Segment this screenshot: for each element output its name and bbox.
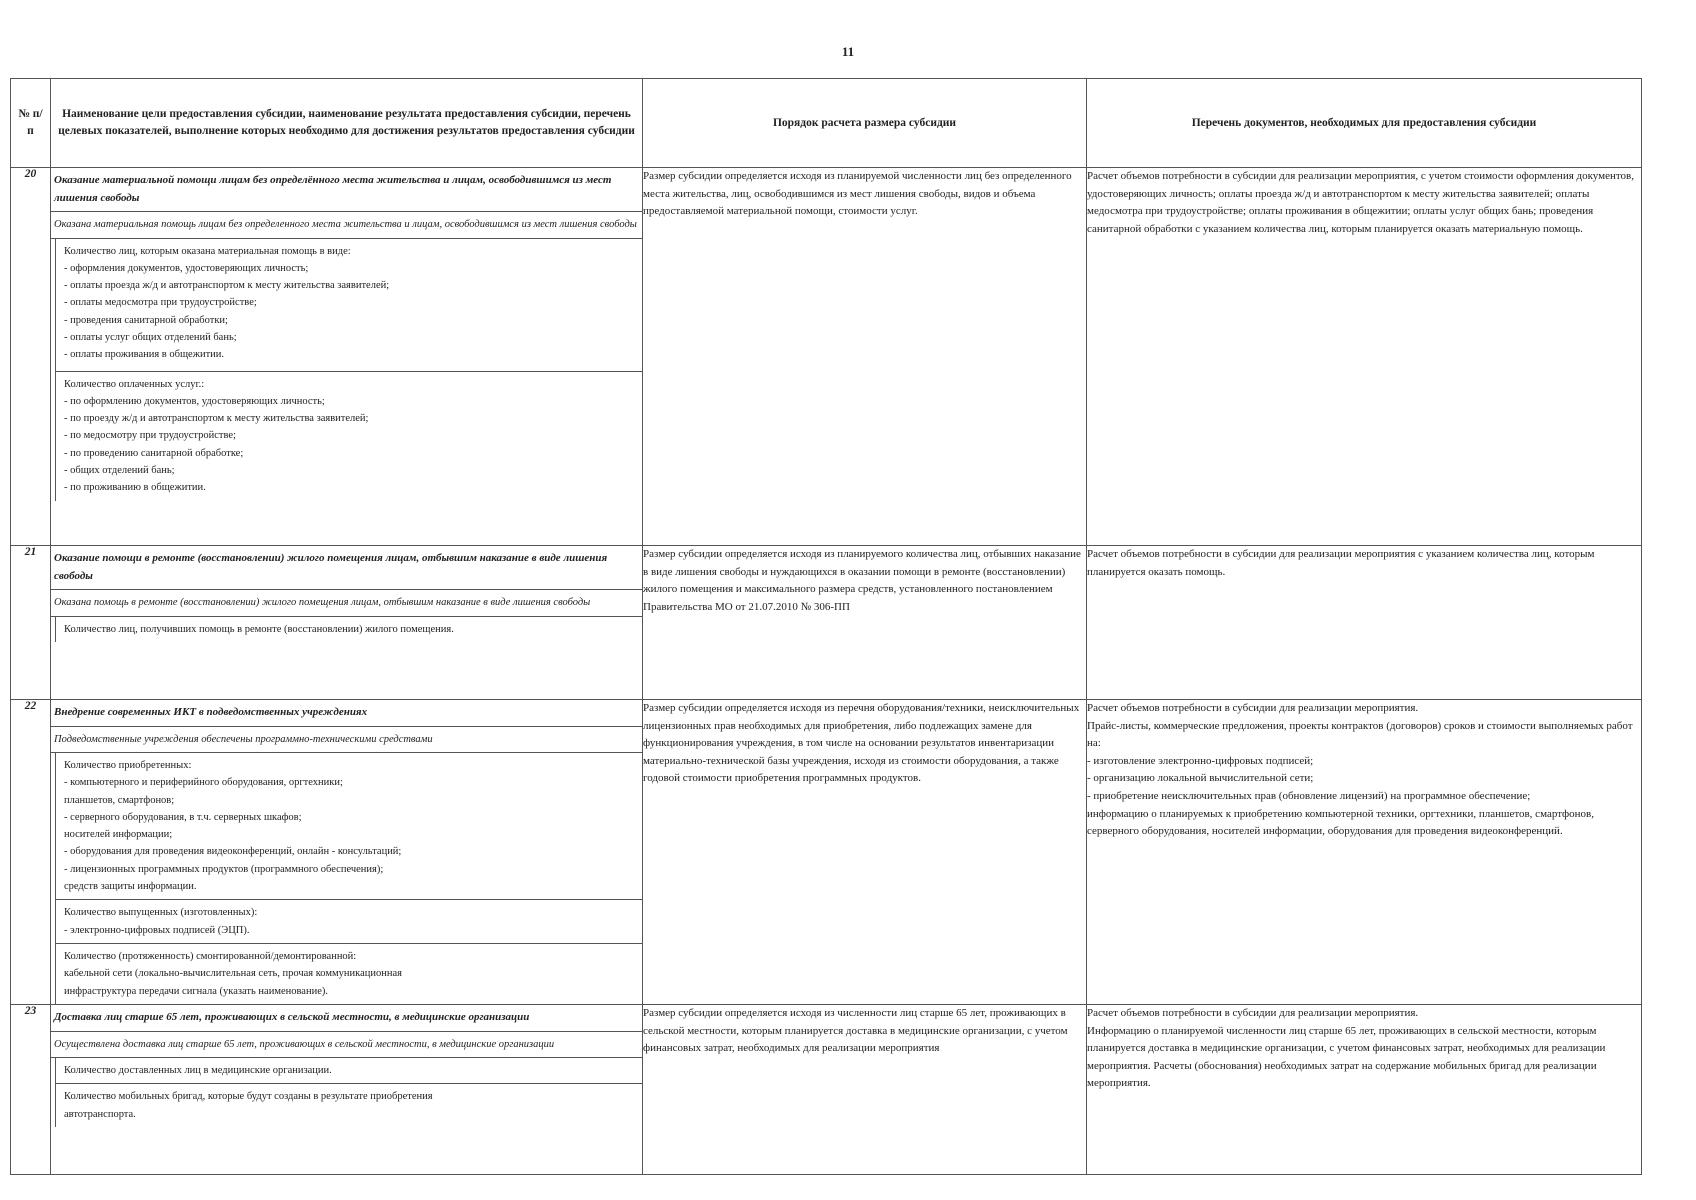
indicator-line: - компьютерного и периферийного оборудования, оргтехники; bbox=[64, 777, 343, 789]
table-row bbox=[11, 168, 1642, 546]
docs-line: Расчет объемов потребности в субсидии для реализации мероприятия. bbox=[1087, 702, 1419, 714]
indicator-block bbox=[55, 944, 642, 1004]
subsidy-table bbox=[10, 78, 1642, 1175]
indicator-line: - оплаты проезда ж/д и автотранспортом к месту жительства заявителей; bbox=[64, 280, 390, 292]
indicator-line: - проведения санитарной обработки; bbox=[64, 314, 228, 326]
calc-cell: Размер субсидии определяется исходя из перечня оборудования/техники, неисключительных лицензионных прав необходимых для приобретения, либо подлежащих замене для функционирования учреждения, в том числе на основании результатов инвентаризации материально-технической базы учреждения, исходя из стоимости оборудования, а также годовой стоимости приобретения программных продуктов. bbox=[643, 700, 1087, 1005]
indicator-block bbox=[55, 753, 642, 901]
docs-cell: Расчет объемов потребности в субсидии для реализации мероприятия с указанием количества лиц, которым планируется оказать помощь. bbox=[1087, 546, 1642, 700]
row-number: 22 bbox=[11, 700, 51, 1005]
calc-cell: Размер субсидии определяется исходя из планируемой численности лиц без определенного места жительства, лиц, освободившимся из мест лишения свободы, видов и объема предоставляемой материальной помощи, стоимости услуг. bbox=[643, 168, 1087, 546]
name-cell bbox=[51, 546, 643, 700]
result-text: Осуществлена доставка лиц старше 65 лет, проживающих в сельской местности, в медицинские организации bbox=[51, 1032, 642, 1058]
indicator-line: - по проезду ж/д и автотранспортом к месту жительства заявителей; bbox=[64, 413, 369, 425]
indicator-line: - по проведению санитарной обработке; bbox=[64, 447, 244, 459]
result-text: Оказана помощь в ремонте (восстановлении) жилого помещения лицам, отбывшим наказание в виде лишения свободы bbox=[51, 590, 642, 616]
name-cell bbox=[51, 168, 643, 546]
docs-line: - организацию локальной вычислительной сети; bbox=[1087, 772, 1314, 785]
docs-line: Прайс-листы, коммерческие предложения, проекты контрактов (договоров) сроков и стоимости выполняемых работ на: bbox=[1087, 719, 1633, 750]
row-number: 21 bbox=[11, 546, 51, 700]
indicator-line: средств защиты информации. bbox=[64, 881, 197, 893]
indicator-line: - оплаты проживания в общежитии. bbox=[64, 349, 225, 361]
row-number: 23 bbox=[11, 1004, 51, 1174]
indicator-line: - общих отделений бань; bbox=[64, 465, 175, 477]
table-row bbox=[11, 1004, 1642, 1174]
indicator-line: Количество выпущенных (изготовленных): bbox=[64, 907, 258, 919]
indicator-line: Количество оплаченных услуг.: bbox=[64, 378, 205, 390]
docs-line: - приобретение неисключительных прав (обновление лицензий) на программное обеспечение; bbox=[1087, 789, 1531, 802]
indicator-line: Количество (протяженность) смонтированной/демонтированной: bbox=[64, 951, 357, 963]
docs-line: Информацию о планируемой численности лиц старше 65 лет, проживающих в сельской местности, которым планируется доставка в медицинские организации, с учетом финансовых затрат, необходимых для реализации мероприятия. Расчеты (обоснования) необходимых затрат на содержание мобильных бригад для реализации мероприятия. bbox=[1087, 1024, 1606, 1090]
header-num: № п/п bbox=[11, 79, 51, 168]
indicator-line: - по проживанию в общежитии. bbox=[64, 482, 206, 494]
goal-text: Доставка лиц старше 65 лет, проживающих в сельской местности, в медицинские организации bbox=[51, 1005, 642, 1032]
result-text: Оказана материальная помощь лицам без определенного места жительства и лицам, освободившимся из мест лишения свободы bbox=[51, 212, 642, 238]
table-row bbox=[11, 700, 1642, 1005]
page-number: 11 bbox=[841, 44, 855, 59]
docs-cell: Расчет объемов потребности в субсидии для реализации мероприятия, с учетом стоимости оформления документов, удостоверяющих личность; оплаты проезда ж/д и автотранспортом к месту жительства заявителей; оплаты медосмотра при трудоустройстве; оплаты проживания в общежитии; оплаты услуг общих бань; проведения санитарной обработки с указанием количества лиц, которым планируется оказать материальную помощь. bbox=[1087, 168, 1642, 546]
indicator-line: кабельной сети (локально-вычислительная сеть, прочая коммуникационная bbox=[64, 968, 402, 980]
indicator-line: - оплаты медосмотра при трудоустройстве; bbox=[64, 297, 257, 309]
indicator-line: - по оформлению документов, удостоверяющих личность; bbox=[64, 395, 325, 407]
indicator-line: - оформления документов, удостоверяющих личность; bbox=[64, 262, 309, 274]
indicator-block bbox=[55, 617, 642, 642]
goal-text: Внедрение современных ИКТ в подведомственных учреждениях bbox=[51, 700, 642, 727]
indicator-block bbox=[55, 372, 642, 501]
calc-cell: Размер субсидии определяется исходя из планируемого количества лиц, отбывших наказание в виде лишения свободы и нуждающихся в оказании помощи в ремонте (восстановлении) жилого помещения и максимального размера средств, установленного постановлением Правительства МО от 21.07.2010 № 306-ПП bbox=[643, 546, 1087, 700]
name-cell bbox=[51, 700, 643, 1005]
indicator-block bbox=[55, 900, 642, 944]
docs-line: - изготовление электронно-цифровых подписей; bbox=[1087, 754, 1314, 767]
indicator-line: носителей информации; bbox=[64, 829, 173, 841]
goal-text: Оказание материальной помощи лицам без определённого места жительства и лицам, освободившимся из мест лишения свободы bbox=[51, 168, 642, 212]
indicator-line: - серверного оборудования, в т.ч. серверных шкафов; bbox=[64, 811, 302, 823]
docs-cell bbox=[1087, 700, 1642, 1005]
goal-text: Оказание помощи в ремонте (восстановлении) жилого помещения лицам, отбывшим наказание в виде лишения свободы bbox=[51, 546, 642, 590]
indicator-line: - оборудования для проведения видеоконференций, онлайн - консультаций; bbox=[64, 846, 402, 858]
docs-line: информацию о планируемых к приобретению компьютерной техники, оргтехники, планшетов, смартфонов, серверного оборудования, носителей информации, оборудования для проведения видеоконференций. bbox=[1087, 807, 1594, 838]
indicator-line: - оплаты услуг общих отделений бань; bbox=[64, 332, 237, 344]
calc-cell: Размер субсидии определяется исходя из численности лиц старше 65 лет, проживающих в сельской местности, которым планируется доставка в медицинские организации, с учетом финансовых затрат, необходимых для реализации мероприятия bbox=[643, 1004, 1087, 1174]
indicator-line: автотранспорта. bbox=[64, 1108, 136, 1120]
row-number: 20 bbox=[11, 168, 51, 546]
indicator-line: Количество лиц, которым оказана материальная помощь в виде: bbox=[64, 245, 351, 257]
docs-cell bbox=[1087, 1004, 1642, 1174]
indicator-line: - по медосмотру при трудоустройстве; bbox=[64, 430, 236, 442]
indicator-line: Количество доставленных лиц в медицинские организации. bbox=[64, 1064, 332, 1076]
name-cell bbox=[51, 1004, 643, 1174]
indicator-line: - лицензионных программных продуктов (программного обеспечения); bbox=[64, 863, 384, 875]
indicator-block bbox=[55, 1058, 642, 1084]
header-name: Наименование цели предоставления субсидии, наименование результата предоставления субсидии, перечень целевых показателей, выполнение которых необходимо для достижения результатов предоставления субсидии bbox=[51, 79, 643, 168]
docs-line: Расчет объемов потребности в субсидии для реализации мероприятия. bbox=[1087, 1006, 1419, 1019]
indicator-line: Количество лиц, получивших помощь в ремонте (восстановлении) жилого помещения. bbox=[64, 623, 454, 635]
indicator-line: инфраструктура передачи сигнала (указать наименование). bbox=[64, 985, 328, 997]
table-header-row bbox=[11, 79, 1642, 168]
indicator-block bbox=[55, 1084, 642, 1127]
header-docs: Перечень документов, необходимых для предоставления субсидии bbox=[1087, 79, 1642, 168]
result-text: Подведомственные учреждения обеспечены программно-техническими средствами bbox=[51, 727, 642, 753]
table-row bbox=[11, 546, 1642, 700]
indicator-line: планшетов, смартфонов; bbox=[64, 794, 175, 806]
indicator-block bbox=[55, 239, 642, 372]
header-calc: Порядок расчета размера субсидии bbox=[643, 79, 1087, 168]
indicator-line: Количество мобильных бригад, которые будут созданы в результате приобретения bbox=[64, 1091, 433, 1103]
indicator-line: Количество приобретенных: bbox=[64, 759, 192, 771]
indicator-line: - электронно-цифровых подписей (ЭЦП). bbox=[64, 924, 250, 936]
